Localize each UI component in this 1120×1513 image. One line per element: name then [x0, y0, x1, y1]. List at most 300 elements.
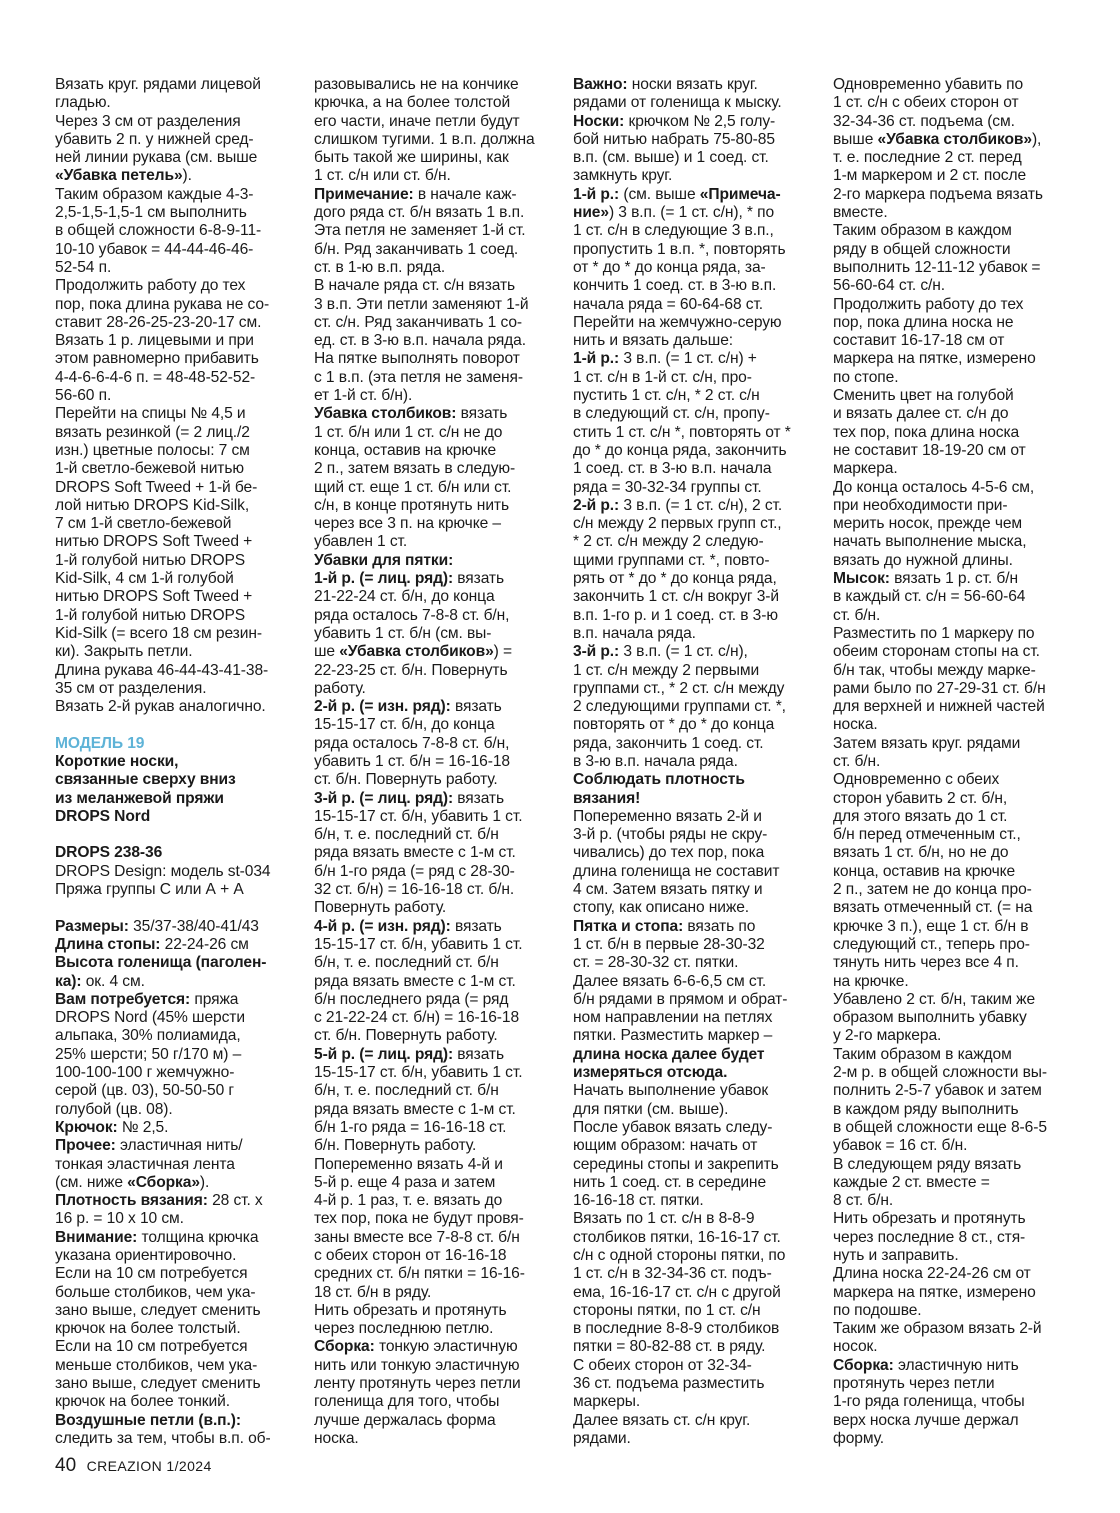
text-run: заны вместе все 7-8-8 ст. б/н [314, 1228, 520, 1246]
text-run: через последнюю петлю. [314, 1320, 494, 1338]
text-run: ст. в 1-ю в.п. ряда. [314, 258, 446, 276]
text-run: В следующем ряду вязать [833, 1155, 1022, 1173]
text-run: Продолжить работу до тех [55, 277, 246, 295]
text-line [314, 332, 558, 350]
text-run: 3 в.п. (= 1 ст. с/н), 2 ст. [619, 496, 783, 514]
text-line [314, 607, 558, 625]
text-line [573, 350, 819, 368]
text-run: тех пор, пока длина носка [833, 423, 1020, 441]
text-run: в.п. начала ряда. [573, 624, 696, 642]
text-run: 1 ст. б/н или 1 ст. с/н не до [314, 423, 503, 441]
text-line [833, 1192, 1078, 1210]
text-line [573, 899, 819, 917]
text-run: ряда вязать вместе с 1-м ст. [314, 844, 516, 862]
text-run: Сменить цвет на голубой [833, 387, 1014, 405]
text-line [55, 881, 295, 899]
text-line [573, 936, 819, 954]
text-run: ) = [493, 643, 512, 661]
text-run: стопу, как описано ниже. [573, 899, 750, 917]
text-line [314, 113, 558, 131]
text-line [314, 1284, 558, 1302]
text-run: нить или тонкую эластичную [314, 1356, 520, 1374]
text-line [833, 1412, 1078, 1430]
text-run: 52-54 п. [55, 258, 112, 276]
text-run: 7 см 1-й светло-бежевой [55, 515, 232, 533]
text-line [55, 479, 295, 497]
bold-term: «Убавка петель» [55, 167, 183, 185]
text-run: 36 ст. подъема разместить [573, 1375, 765, 1393]
text-run: середины стопы и закрепить [573, 1155, 779, 1173]
text-run: б/н рядами в прямом и обрат- [573, 990, 788, 1008]
text-run: Если на 10 см потребуется [55, 1338, 248, 1356]
text-run: кончить 1 соед. ст. в 3-ю в.п. [573, 277, 777, 295]
text-run: 1-м маркером и 2 ст. после [833, 167, 1027, 185]
text-line [55, 222, 295, 240]
bold-term: Высота голенища (паголен- [55, 954, 267, 972]
text-run: составит 16-17-18 см от [833, 332, 1005, 350]
text-line [833, 716, 1078, 734]
text-run: в следующий ст. с/н, пропу- [573, 405, 770, 423]
text-line [314, 844, 558, 862]
text-line [573, 442, 819, 460]
text-line [833, 1284, 1078, 1302]
text-run: ющим образом: начать от [573, 1137, 758, 1155]
text-line [573, 186, 819, 204]
text-run: Длина носка 22-24-26 см от [833, 1265, 1031, 1283]
text-line [833, 296, 1078, 314]
text-run: до * до конца ряда, закончить [573, 441, 787, 459]
text-line [833, 936, 1078, 954]
text-run: ряда осталось 7-8-8 ст. б/н, [314, 606, 510, 624]
text-run: ленту протянуть через петли [314, 1375, 521, 1393]
text-run: Пряжа группы С или А + А [55, 881, 244, 899]
text-line [573, 716, 819, 734]
text-line [314, 643, 558, 661]
text-line [573, 1302, 819, 1320]
text-line [833, 844, 1078, 862]
text-run: вязать [450, 917, 502, 935]
text-line [573, 1320, 819, 1338]
text-run: с/н, в конце протянуть нить [314, 496, 509, 514]
text-line [314, 881, 558, 899]
text-line [314, 954, 558, 972]
text-run: с/н с одной стороны пятки, по [573, 1247, 786, 1264]
text-line [833, 1393, 1078, 1411]
text-line [833, 222, 1078, 240]
text-line [573, 332, 819, 350]
text-line [55, 277, 295, 295]
text-line [55, 1210, 295, 1228]
text-line [833, 1430, 1078, 1448]
text-line [573, 680, 819, 698]
text-run: 1 ст. с/н или ст. б/н. [314, 167, 451, 185]
text-line [55, 1338, 295, 1356]
text-run: убавок = 16 ст. б/н. [833, 1137, 968, 1155]
text-line [833, 698, 1078, 716]
text-line [833, 1156, 1078, 1174]
text-line [573, 167, 819, 185]
bold-term: Убавка столбиков: [314, 405, 457, 423]
text-line [314, 515, 558, 533]
text-line [55, 808, 295, 826]
text-run: маркеры. [573, 1393, 641, 1411]
text-run: 3 в.п. Эти петли заменяют 1-й [314, 295, 529, 313]
text-run: по стопе. [833, 368, 899, 386]
text-run: 28 ст. х [207, 1192, 263, 1210]
text-run: 15-15-17 ст. б/н, убавить 1 ст. [314, 1064, 523, 1082]
text-line [55, 1393, 295, 1411]
text-line [833, 497, 1078, 515]
text-line [314, 1320, 558, 1338]
text-run: 1-го ряда голенища, чтобы [833, 1393, 1025, 1411]
text-line [55, 405, 295, 423]
text-line [833, 1320, 1078, 1338]
text-run: Таким образом в каждом [833, 222, 1012, 240]
text-run: С обеих сторон от 32-34- [573, 1356, 752, 1374]
text-run: тянуть нить через все 4 п. [833, 954, 1019, 972]
text-line [55, 259, 295, 277]
text-run: от * до * до конца ряда, за- [573, 258, 766, 276]
text-run: Одновременно с обеих [833, 771, 1000, 789]
text-line [573, 533, 819, 551]
text-line [314, 131, 558, 149]
text-line [573, 241, 819, 259]
text-run: начать выполнение мыска, [833, 533, 1027, 551]
text-run: 1 ст. с/н в 32-34-36 ст. подъ- [573, 1265, 772, 1283]
page-number: 40 [55, 1455, 77, 1476]
text-line [833, 662, 1078, 680]
text-line [314, 369, 558, 387]
text-run: группами ст., * 2 ст. с/н между [573, 679, 785, 697]
text-line [314, 753, 558, 771]
text-run: тонкую эластичную [374, 1338, 518, 1356]
text-column-3 [573, 76, 819, 1448]
text-run: На пятке выполнять поворот [314, 350, 520, 368]
text-run: б/н, т. е. последний ст. б/н [314, 954, 499, 972]
text-line [55, 790, 295, 808]
bold-term: 3-й р.: [573, 643, 620, 661]
text-line [314, 442, 558, 460]
text-run: 16-16-18 ст. пятки. [573, 1192, 704, 1210]
bold-term: DROPS 238-36 [55, 844, 163, 862]
text-run: 100-100-100 г жемчужно- [55, 1064, 235, 1082]
text-run: Нить обрезать и протянуть [314, 1301, 507, 1319]
text-run: ), [1031, 130, 1042, 148]
text-run: маркера. [833, 460, 898, 478]
text-line [573, 1101, 819, 1119]
text-line [55, 607, 295, 625]
text-line [833, 771, 1078, 789]
text-line [314, 241, 558, 259]
text-run: Таким образом в каждом [833, 1045, 1012, 1063]
text-run: 21-22-24 ст. б/н, до конца [314, 588, 495, 606]
text-run: вязать [453, 570, 504, 588]
text-run: крючка, а на более толстой [314, 94, 511, 112]
text-run: чивались) до тех пор, пока [573, 844, 765, 862]
text-run: 22-24-26 см [160, 935, 249, 953]
text-line [314, 863, 558, 881]
text-line [573, 1357, 819, 1375]
text-run: 4-й р. 1 раз, т. е. вязать до [314, 1192, 503, 1210]
text-line [55, 625, 295, 643]
text-run: б/н последнего ряда (= ряд [314, 990, 509, 1008]
text-line [314, 1210, 558, 1228]
text-run: ном направлении на петлях [573, 1009, 773, 1027]
bold-term: Соблюдать плотность [573, 771, 745, 789]
text-line [314, 350, 558, 368]
text-line [314, 790, 558, 808]
text-line [314, 222, 558, 240]
text-line [314, 918, 558, 936]
text-line [833, 991, 1078, 1009]
text-line [314, 1412, 558, 1430]
text-line [833, 424, 1078, 442]
text-line [314, 1357, 558, 1375]
text-line [573, 277, 819, 295]
text-run: убавить 2 п. у нижней сред- [55, 130, 254, 148]
text-line [833, 1357, 1078, 1375]
text-line [573, 460, 819, 478]
text-column-1 [55, 76, 295, 1448]
text-run: носка. [314, 1429, 359, 1447]
text-run: DROPS Nord (45% шерсти [55, 1009, 245, 1027]
text-run: в начале каж- [413, 185, 517, 203]
text-run: 16 р. = 10 х 10 см. [55, 1210, 184, 1228]
text-run: нить и вязать дальше: [573, 332, 734, 350]
text-run: ). [199, 1173, 210, 1191]
text-line [833, 643, 1078, 661]
text-run: В начале ряда ст. с/н вязать [314, 277, 516, 295]
bold-term: измеряться отсюда. [573, 1064, 728, 1082]
text-run: (см. выше [619, 185, 700, 203]
bold-term: Пятка и стопа: [573, 917, 684, 935]
text-run: ряда вязать вместе с 1-м ст. [314, 1100, 516, 1118]
text-line [833, 973, 1078, 991]
text-run: ряда вязать вместе с 1-м ст. [314, 972, 516, 990]
text-run: 5-й р. еще 4 раза и затем [314, 1173, 496, 1191]
text-line [55, 1046, 295, 1064]
text-line [573, 643, 819, 661]
text-run: на крючке. [833, 972, 909, 990]
text-run: тех пор, пока не будут провя- [314, 1210, 524, 1228]
text-line [833, 735, 1078, 753]
text-line [314, 76, 558, 94]
paragraph-gap [55, 716, 295, 734]
text-line [314, 296, 558, 314]
text-line [55, 387, 295, 405]
text-line [55, 698, 295, 716]
text-run: пряжа [190, 990, 239, 1008]
text-line [833, 1046, 1078, 1064]
text-run: ет 1-й ст. б/н). [314, 387, 413, 405]
text-line [573, 113, 819, 131]
text-run: форму. [833, 1429, 885, 1447]
bold-term: «Убавка столбиков» [339, 643, 494, 661]
text-line [833, 881, 1078, 899]
text-run: DROPS Soft Tweed + 1-й бе- [55, 478, 258, 496]
bold-term: Примечание: [314, 185, 414, 203]
bold-term: 3-й р. (= лиц. ряд): [314, 789, 454, 807]
text-run: ряда осталось 7-8-8 ст. б/н, [314, 734, 510, 752]
text-line [833, 442, 1078, 460]
text-line [314, 936, 558, 954]
text-line [573, 552, 819, 570]
text-line [833, 1210, 1078, 1228]
text-line [314, 662, 558, 680]
text-line [55, 1302, 295, 1320]
text-line [314, 1137, 558, 1155]
text-line [55, 533, 295, 551]
text-line [573, 424, 819, 442]
text-run: не составит 18-19-20 см от [833, 441, 1026, 459]
text-line [573, 259, 819, 277]
text-run: Начать выполнение убавок [573, 1082, 769, 1100]
text-line [314, 387, 558, 405]
text-line [55, 1174, 295, 1192]
text-run: бой нитью набрать 75-80-85 [573, 130, 775, 148]
text-line [573, 588, 819, 606]
text-run: ). [182, 167, 192, 185]
text-line [55, 296, 295, 314]
text-line [573, 1046, 819, 1064]
text-line [573, 991, 819, 1009]
text-line [573, 515, 819, 533]
text-run: убавить 1 ст. б/н (см. вы- [314, 624, 492, 642]
text-line [314, 973, 558, 991]
text-line [573, 1247, 819, 1265]
text-line [55, 1156, 295, 1174]
text-line [55, 1027, 295, 1045]
text-line [55, 918, 295, 936]
text-line [573, 1082, 819, 1100]
text-line [314, 1156, 558, 1174]
text-line [573, 662, 819, 680]
text-line [55, 863, 295, 881]
text-run: ней линии рукава (см. выше [55, 149, 258, 167]
text-line [833, 186, 1078, 204]
text-line [55, 1009, 295, 1027]
text-run: Kid-Silk (= всего 18 см резин- [55, 624, 262, 642]
text-line [55, 588, 295, 606]
text-run: б/н 1-го ряда = 16-16-18 ст. [314, 1118, 507, 1136]
text-run: в общей сложности 6-8-9-11- [55, 222, 262, 240]
text-line [314, 277, 558, 295]
text-run: носок. [833, 1338, 878, 1356]
bold-term: Плотность вязания: [55, 1192, 208, 1210]
text-line [573, 1156, 819, 1174]
text-line [833, 515, 1078, 533]
bold-term: Сборка: [314, 1338, 375, 1356]
text-run: лучше держалась форма [314, 1411, 496, 1429]
text-line [573, 497, 819, 515]
text-line [314, 698, 558, 716]
text-run: зано выше, следует сменить [55, 1375, 261, 1393]
magazine-issue: CREAZION 1/2024 [86, 1458, 212, 1474]
text-line [55, 1357, 295, 1375]
text-run: следить за тем, чтобы в.п. об- [55, 1429, 271, 1447]
text-line [55, 1375, 295, 1393]
text-run: в каждый ст. с/н = 56-60-64 [833, 588, 1026, 606]
text-run: начала ряда = 60-64-68 ст. [573, 295, 764, 313]
text-line [573, 1064, 819, 1082]
text-line [573, 1192, 819, 1210]
text-run: меньше столбиков, чем ука- [55, 1356, 258, 1374]
text-line [573, 954, 819, 972]
text-run: закончить 1 ст. с/н вокруг 3-й [573, 588, 779, 606]
text-run: 15-15-17 ст. б/н, убавить 1 ст. [314, 807, 523, 825]
text-run: 32-34-36 ст. подъема (см. [833, 112, 1015, 130]
bold-term: 2-й р.: [573, 496, 620, 514]
text-run: Вязать 2-й рукав аналогично. [55, 698, 266, 716]
text-line [314, 570, 558, 588]
text-line [314, 314, 558, 332]
text-line [55, 1101, 295, 1119]
text-line [833, 1027, 1078, 1045]
text-run: 18 ст. б/н в ряду. [314, 1283, 432, 1301]
bold-term: «Убавка столбиков» [877, 130, 1032, 148]
text-line [833, 479, 1078, 497]
text-run: крючком № 2,5 голу- [624, 112, 776, 130]
text-run: и вязать далее ст. с/н до [833, 405, 1009, 423]
bold-term: Мысок: [833, 570, 890, 588]
text-run: 56-60 п. [55, 387, 112, 405]
text-line [573, 204, 819, 222]
text-run: работу. [314, 679, 366, 697]
text-run: Попеременно вязать 2-й и [573, 807, 762, 825]
text-line [55, 1229, 295, 1247]
text-line [314, 479, 558, 497]
text-run: б/н, т. е. последний ст. б/н [314, 1082, 499, 1100]
text-run: вязать резинкой (= 2 лиц./2 [55, 423, 250, 441]
text-line [55, 1265, 295, 1283]
text-run: вязать 1 ст. б/н, но не до [833, 844, 1009, 862]
text-line [55, 497, 295, 515]
text-line [314, 424, 558, 442]
text-line [833, 1302, 1078, 1320]
text-run: Нить обрезать и протянуть [833, 1210, 1026, 1228]
text-line [833, 1064, 1078, 1082]
text-line [314, 149, 558, 167]
text-line [55, 1082, 295, 1100]
text-line [573, 771, 819, 789]
text-line [573, 222, 819, 240]
text-run: пятки. Разместить маркер – [573, 1027, 773, 1045]
text-run: (см. ниже [55, 1173, 128, 1191]
text-line [833, 277, 1078, 295]
text-run: * 2 ст. с/н между 2 следую- [573, 533, 764, 551]
text-line [314, 405, 558, 423]
text-run: по подошве. [833, 1301, 922, 1319]
text-run: голенища для того, чтобы [314, 1393, 500, 1411]
text-run: маркера на пятке, измерено [833, 1283, 1036, 1301]
text-run: 15-15-17 ст. б/н, убавить 1 ст. [314, 935, 523, 953]
text-run: 2 следующими группами ст. *, [573, 698, 786, 716]
text-line [314, 771, 558, 789]
text-run: нитью DROPS Soft Tweed + [55, 588, 253, 606]
text-line [573, 1284, 819, 1302]
bold-term: Крючок: [55, 1118, 118, 1136]
text-run: слишком тугими. 1 в.п. должна [314, 130, 535, 148]
text-line [573, 826, 819, 844]
bold-term: из меланжевой пряжи [55, 789, 224, 807]
text-line [573, 1210, 819, 1228]
text-line [314, 1174, 558, 1192]
text-line [314, 259, 558, 277]
text-run: пропустить 1 в.п. *, повторять [573, 240, 786, 258]
text-run: его части, иначе петли будут [314, 112, 520, 130]
text-line [55, 369, 295, 387]
text-line [55, 1247, 295, 1265]
